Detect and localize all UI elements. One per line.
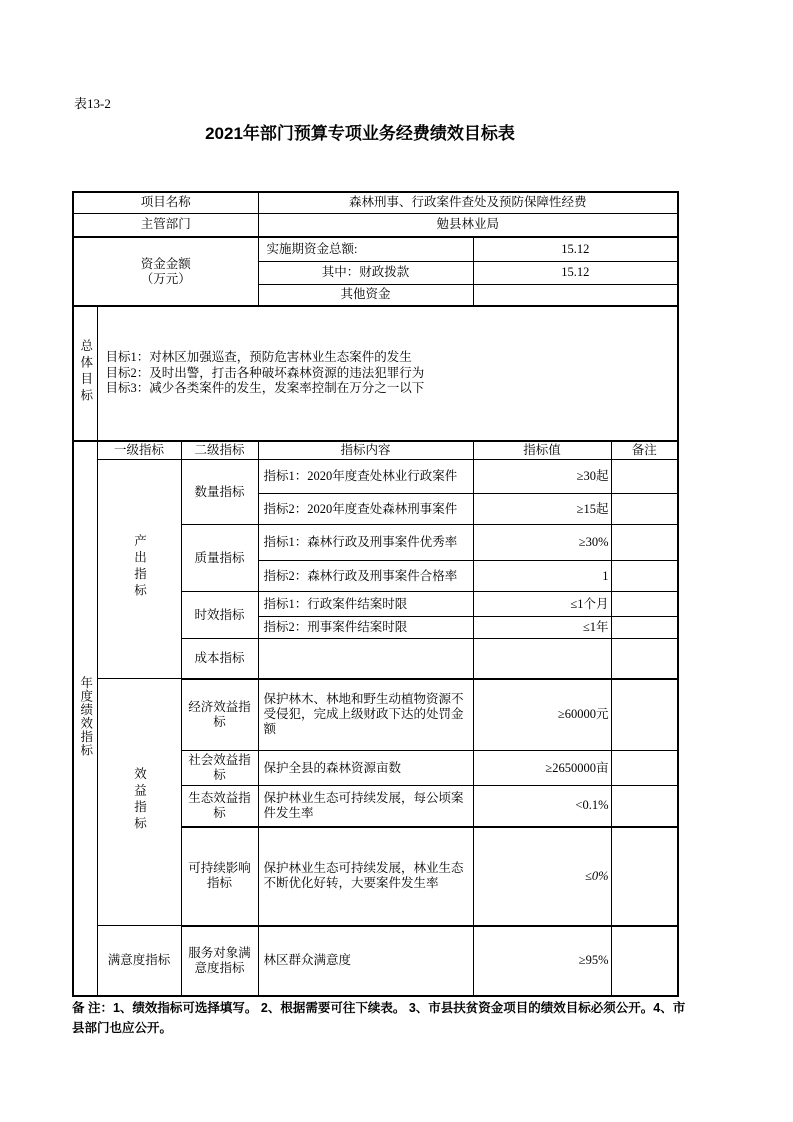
funding-fiscal-value: 15.12 <box>473 261 678 284</box>
goal-line: 目标1：对林区加强巡查，预防危害林业生态案件的发生 <box>105 350 412 365</box>
table-row <box>73 926 678 996</box>
funding-other-label: 其他资金 <box>258 284 473 306</box>
overall-goal-content <box>97 306 678 441</box>
sub-ecological-label: 生态效益指标 <box>181 786 258 827</box>
note-cell <box>611 494 678 525</box>
sub-economic-label: 经济效益指标 <box>181 679 258 751</box>
indicator-content: 指标1：2020年度查处林业行政案件 <box>258 460 473 494</box>
group-satisfaction-label: 满意度指标 <box>97 926 181 996</box>
overall-goal-label: 总体目标 <box>73 306 97 441</box>
header-note: 备注 <box>611 441 678 460</box>
indicator-content: 指标2：2020年度查处森林刑事案件 <box>258 494 473 525</box>
indicator-content: 保护林业生态可持续发展，林业生态不断优化好转，大要案件发生率 <box>258 827 473 926</box>
indicator-value: 1 <box>473 561 611 592</box>
note-cell <box>611 679 678 751</box>
annual-section-label: 年度绩效指标 <box>73 441 97 996</box>
performance-target-table <box>72 191 679 997</box>
sub-quality-label: 质量指标 <box>181 525 258 592</box>
funding-label-line2: （万元） <box>140 271 191 286</box>
page-title: 2021年部门预算专项业务经费绩效目标表 <box>205 124 515 143</box>
note-cell <box>611 561 678 592</box>
group-benefit-label: 效益指标 <box>97 679 181 926</box>
note-cell <box>611 460 678 494</box>
indicator-value: ≥2650000亩 <box>473 751 611 786</box>
sub-cost-label: 成本指标 <box>181 639 258 679</box>
funding-label <box>73 237 258 306</box>
table-row <box>73 192 678 213</box>
indicator-content <box>258 639 473 679</box>
indicator-content: 指标1：森林行政及刑事案件优秀率 <box>258 525 473 561</box>
funding-other-value <box>473 284 678 306</box>
note-cell <box>611 926 678 996</box>
funding-total-label: 实施期资金总额: <box>258 237 473 261</box>
indicator-value: ≤1年 <box>473 617 611 639</box>
group-output-label: 产出指标 <box>97 460 181 679</box>
header-value: 指标值 <box>473 441 611 460</box>
indicator-header-row <box>73 441 678 460</box>
table-row <box>73 460 678 494</box>
indicator-content: 指标2：刑事案件结案时限 <box>258 617 473 639</box>
table-row <box>73 679 678 751</box>
table-row <box>73 306 678 441</box>
footnote: 备 注：1、绩效指标可选择填写。 2、根据需要可往下续表。 3、市县扶贫资金项目的绩效目标必须公开。4、市县部门也应公开。 <box>72 1001 686 1035</box>
goal-line: 目标2：及时出警，打击各种破坏森林资源的违法犯罪行为 <box>105 365 425 380</box>
indicator-value: ≥30% <box>473 525 611 561</box>
indicator-content: 保护林业生态可持续发展，每公顷案件发生率 <box>258 786 473 827</box>
indicator-value: <0.1% <box>473 786 611 827</box>
note-cell <box>611 751 678 786</box>
funding-fiscal-label: 其中：财政拨款 <box>258 261 473 284</box>
note-cell <box>611 827 678 926</box>
indicator-value: ≥15起 <box>473 494 611 525</box>
project-name-value: 森林刑事、行政案件查处及预防保障性经费 <box>258 192 678 213</box>
sub-service-satisfaction-label: 服务对象满意度指标 <box>181 926 258 996</box>
project-name-label: 项目名称 <box>73 192 258 213</box>
funding-total-value: 15.12 <box>473 237 678 261</box>
sub-sustainable-label: 可持续影响指标 <box>181 827 258 926</box>
table-row <box>73 237 678 261</box>
indicator-value: ≤0% <box>473 827 611 926</box>
department-label: 主管部门 <box>73 213 258 237</box>
indicator-content: 保护林木、林地和野生动植物资源不受侵犯，完成上级财政下达的处罚金额 <box>258 679 473 751</box>
goal-line: 目标3：减少各类案件的发生，发案率控制在万分之一以下 <box>105 381 425 396</box>
indicator-content: 保护全县的森林资源亩数 <box>258 751 473 786</box>
funding-label-line1: 资金金额 <box>140 256 191 271</box>
indicator-value <box>473 639 611 679</box>
header-level1: 一级指标 <box>97 441 181 460</box>
sub-social-label: 社会效益指标 <box>181 751 258 786</box>
note-cell <box>611 639 678 679</box>
sub-quantity-label: 数量指标 <box>181 460 258 525</box>
indicator-value: ≤1个月 <box>473 592 611 617</box>
indicator-value: ≥60000元 <box>473 679 611 751</box>
indicator-content: 林区群众满意度 <box>258 926 473 996</box>
department-value: 勉县林业局 <box>258 213 678 237</box>
header-level2: 二级指标 <box>181 441 258 460</box>
note-cell <box>611 786 678 827</box>
sheet-label: 表13-2 <box>74 96 111 111</box>
indicator-value: ≥30起 <box>473 460 611 494</box>
indicator-value: ≥95% <box>473 926 611 996</box>
header-content: 指标内容 <box>258 441 473 460</box>
note-cell <box>611 617 678 639</box>
note-cell <box>611 592 678 617</box>
indicator-content: 指标2：森林行政及刑事案件合格率 <box>258 561 473 592</box>
indicator-content: 指标1：行政案件结案时限 <box>258 592 473 617</box>
note-cell <box>611 525 678 561</box>
table-row <box>73 213 678 237</box>
sub-timeliness-label: 时效指标 <box>181 592 258 639</box>
